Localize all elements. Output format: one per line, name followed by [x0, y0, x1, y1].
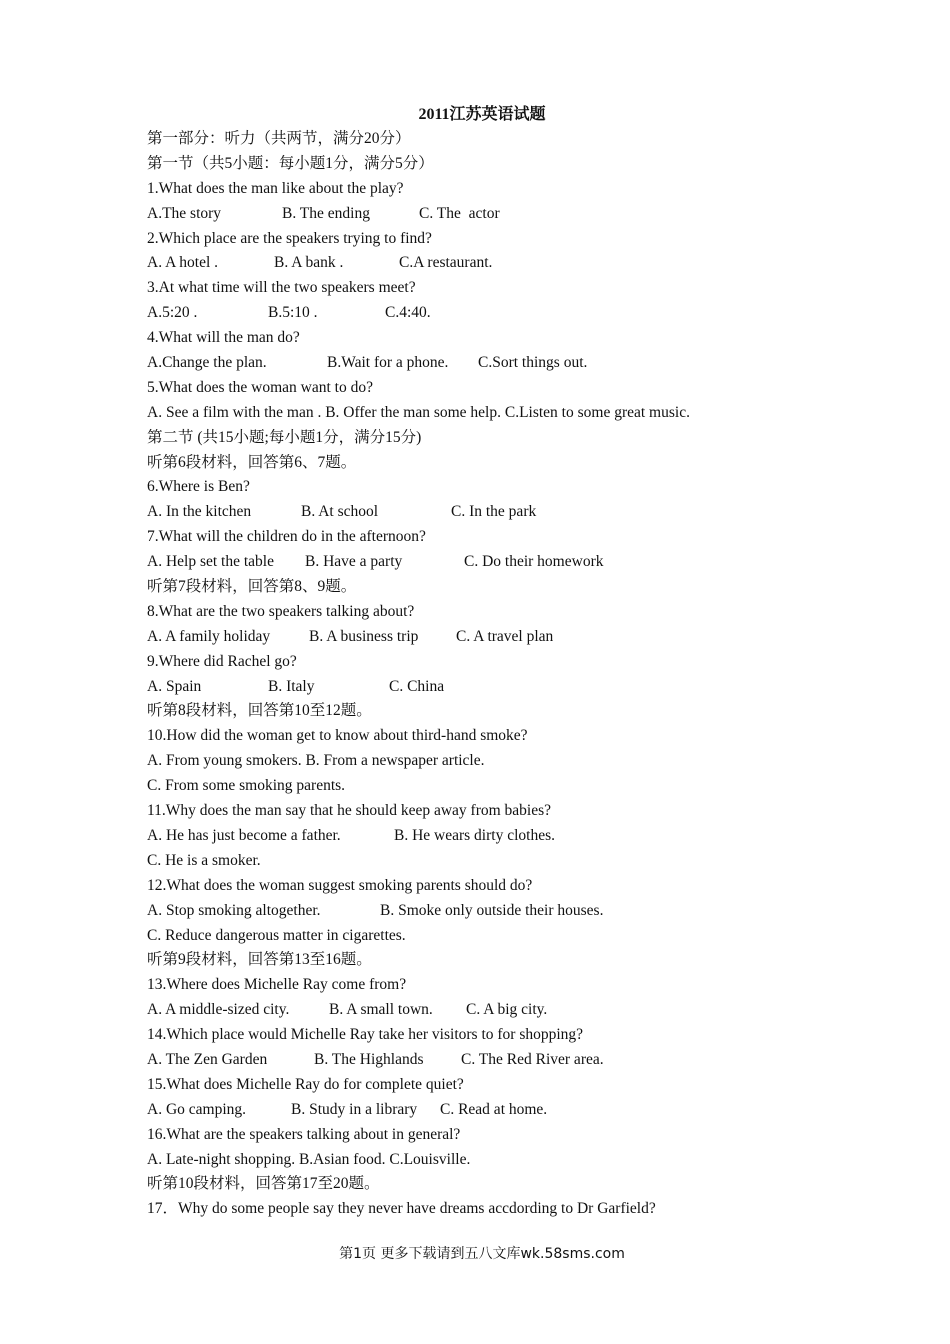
options-q1: [147, 202, 867, 227]
question-9: 9.Where did Rachel go?: [147, 652, 297, 670]
option-a: A. A middle-sized city.: [147, 1001, 290, 1019]
option-b: B. The ending: [282, 204, 370, 222]
question-16: 16.What are the speakers talking about in general?: [147, 1125, 461, 1143]
options-q10-c: C. From some smoking parents.: [147, 777, 346, 795]
options-q12-c: C. Reduce dangerous matter in cigarettes.: [147, 926, 406, 944]
options-q9: [147, 675, 867, 700]
option-c: C. Read at home.: [440, 1100, 548, 1118]
question-2: 2.Which place are the speakers trying to find?: [147, 229, 432, 247]
question-11: 11.Why does the man say that he should keep away from babies?: [147, 802, 552, 820]
option-a: A.Change the plan.: [147, 354, 267, 372]
options-q4: [147, 351, 867, 376]
option-a: A. He has just become a father.: [147, 826, 341, 844]
option-b: B. Smoke only outside their houses.: [380, 901, 604, 919]
option-a: A. In the kitchen: [147, 503, 252, 521]
option-c: C.A restaurant.: [399, 254, 493, 272]
options-q16: A. Late-night shopping. B.Asian food. C.Louisville.: [147, 1150, 471, 1168]
option-c: C. The Red River area.: [461, 1050, 604, 1068]
option-c: C. Do their homework: [464, 553, 604, 571]
options-q12-ab: [147, 899, 867, 924]
option-b: B. A small town.: [329, 1001, 433, 1019]
question-4: 4.What will the man do?: [147, 329, 300, 347]
passage-instruction: 听第8段材料，回答第10至12题。: [147, 702, 372, 720]
options-q7: [147, 550, 867, 575]
options-q5: A. See a film with the man . B. Offer the man some help. C.Listen to some great music.: [147, 403, 690, 421]
option-b: B. The Highlands: [314, 1050, 424, 1068]
question-15: 15.What does Michelle Ray do for complete quiet?: [147, 1075, 464, 1093]
question-7: 7.What will the children do in the afternoon?: [147, 528, 426, 546]
question-5: 5.What does the woman want to do?: [147, 378, 373, 396]
option-b: B. Italy: [268, 677, 315, 695]
options-q6: [147, 500, 867, 525]
option-a: A. A hotel .: [147, 254, 219, 272]
passage-instruction: 听第7段材料，回答第8、9题。: [147, 578, 357, 596]
options-q3: [147, 301, 867, 326]
document-title: 2011江苏英语试题: [418, 106, 546, 123]
option-b: B.Wait for a phone.: [327, 354, 449, 372]
option-c: C.4:40.: [385, 304, 431, 322]
option-b: B. Study in a library: [291, 1100, 418, 1118]
question-10: 10.How did the woman get to know about third-hand smoke?: [147, 727, 528, 745]
option-a: A. Stop smoking altogether.: [147, 901, 321, 919]
options-q13: [147, 998, 867, 1023]
option-b: B.5:10 .: [268, 304, 318, 322]
options-q14: [147, 1048, 867, 1073]
option-a: A. Help set the table: [147, 553, 274, 571]
option-b: B. Have a party: [305, 553, 403, 571]
option-a: A.The story: [147, 204, 222, 222]
section-heading: 第二节 (共15小题;每小题1分，满分15分): [147, 428, 422, 446]
option-c: C. In the park: [451, 503, 537, 521]
exam-body: [147, 127, 867, 1222]
option-c: C. A big city.: [466, 1001, 548, 1019]
option-b: B. A business trip: [309, 627, 419, 645]
part-heading: 第一部分：听力（共两节，满分20分）: [147, 130, 411, 147]
option-a: A. Spain: [147, 677, 202, 695]
question-3: 3.At what time will the two speakers meet?: [147, 279, 416, 297]
question-14: 14.Which place would Michelle Ray take her visitors to for shopping?: [147, 1026, 584, 1044]
options-q11-c: C. He is a smoker.: [147, 851, 261, 869]
option-a: A. Go camping.: [147, 1100, 247, 1118]
question-13: 13.Where does Michelle Ray come from?: [147, 976, 407, 994]
option-c: C. A travel plan: [456, 627, 554, 645]
option-b: B. He wears dirty clothes.: [394, 826, 555, 844]
options-q2: [147, 251, 867, 276]
question-17: 17．Why do some people say they never have dreams accdording to Dr Garfield?: [147, 1200, 656, 1218]
page-footer: 第1页 更多下载请到五八文库wk.58sms.com: [339, 1246, 625, 1262]
passage-instruction: 听第10段材料，回答第17至20题。: [147, 1175, 380, 1193]
option-c: C.Sort things out.: [478, 354, 588, 372]
section-heading: 第一节（共5小题：每小题1分，满分5分）: [147, 154, 434, 172]
option-b: B. At school: [301, 503, 379, 521]
passage-instruction: 听第6段材料，回答第6、7题。: [147, 453, 357, 471]
option-c: C. China: [389, 677, 445, 695]
options-q15: [147, 1098, 867, 1123]
option-a: A. A family holiday: [147, 627, 271, 645]
options-q11-ab: [147, 824, 867, 849]
option-c: C. The actor: [419, 204, 500, 222]
options-q10-ab: A. From young smokers. B. From a newspaper article.: [147, 752, 485, 770]
passage-instruction: 听第9段材料，回答第13至16题。: [147, 951, 372, 969]
option-b: B. A bank .: [274, 254, 344, 272]
option-a: A. The Zen Garden: [147, 1050, 268, 1068]
question-8: 8.What are the two speakers talking about?: [147, 602, 415, 620]
question-1: 1.What does the man like about the play?: [147, 179, 404, 197]
question-12: 12.What does the woman suggest smoking parents should do?: [147, 876, 533, 894]
option-a: A.5:20 .: [147, 304, 198, 322]
options-q8: [147, 625, 867, 650]
question-6: 6.Where is Ben?: [147, 478, 250, 496]
